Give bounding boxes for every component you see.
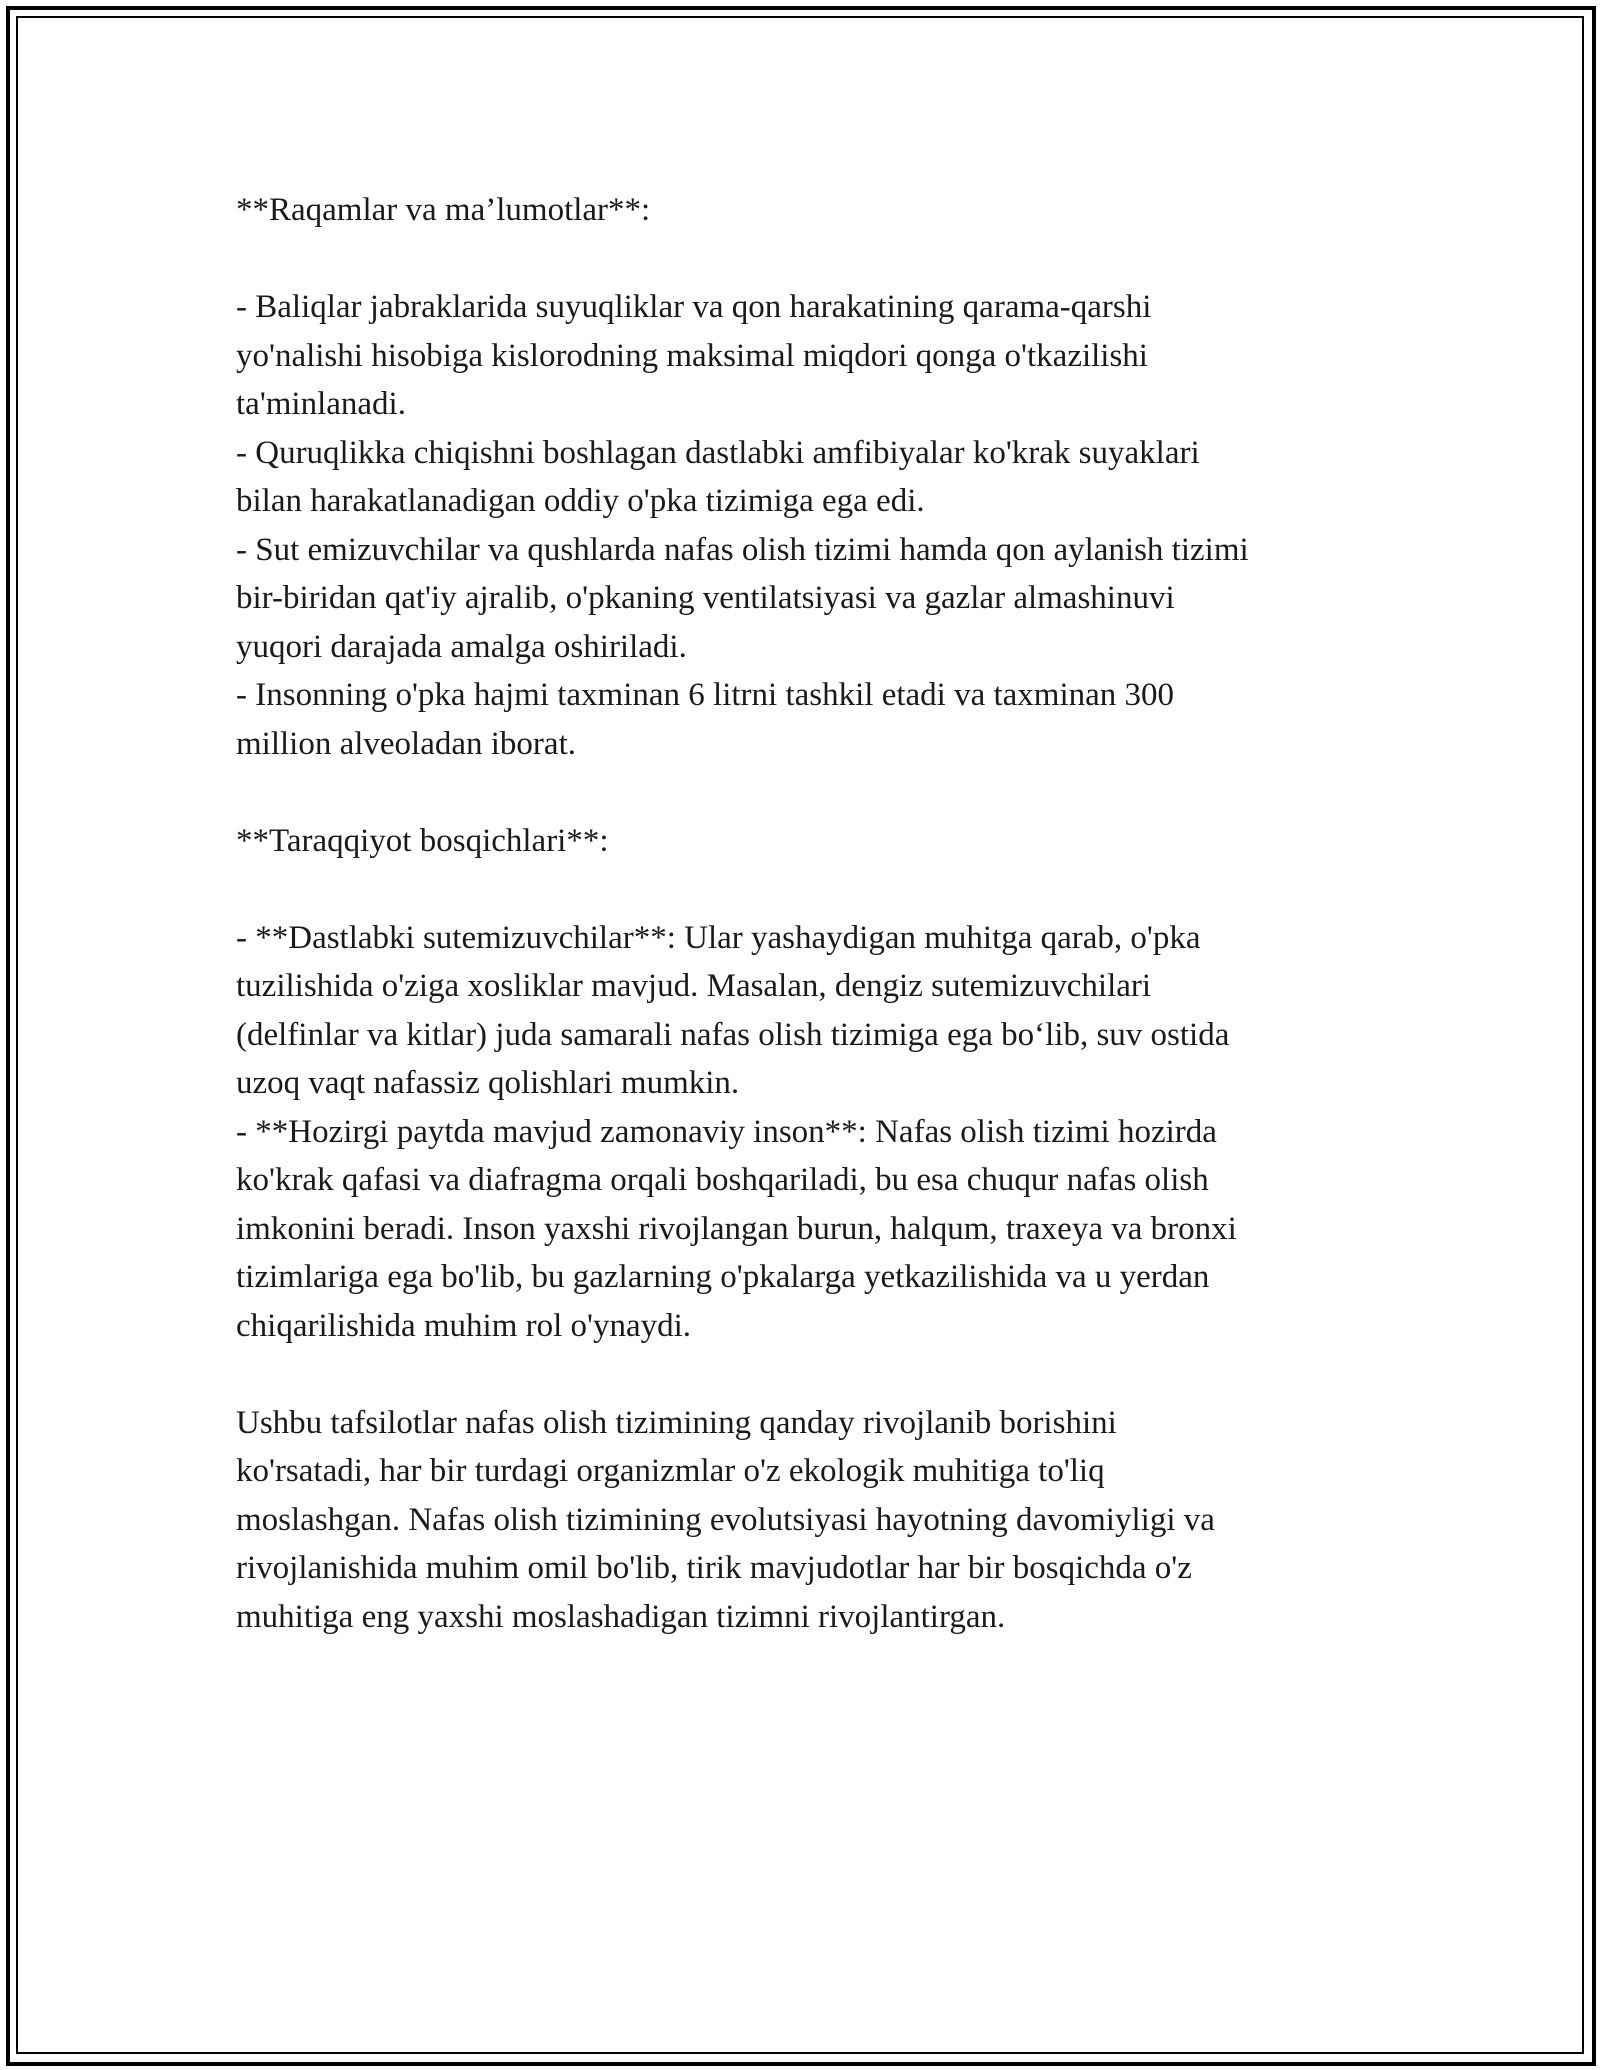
- text-line: - Quruqlikka chiqishni boshlagan dastlabki amfibiyalar ko'krak suyaklari: [236, 434, 1200, 471]
- text-line: tuzilishida o'ziga xosliklar mavjud. Masalan, dengiz sutemizuvchilari: [236, 968, 1152, 1004]
- text-line: - **Hozirgi paytda mavjud zamonaviy inson**: Nafas olish tizimi hozirda: [236, 1113, 1217, 1150]
- text-line: yuqori darajada amalga oshiriladi.: [236, 628, 687, 665]
- document-body: [236, 186, 1386, 1641]
- heading-raqamlar: **Raqamlar va ma’lumotlar**:: [236, 192, 651, 228]
- blank-line: [236, 235, 1386, 284]
- text-line: - Baliqlar jabraklarida suyuqliklar va qon harakatining qarama-qarshi: [236, 289, 1152, 325]
- text-line: (delfinlar va kitlar) juda samarali nafas olish tizimiga ega bo‘lib, suv ostida: [236, 1016, 1230, 1053]
- text-line: bir-biridan qat'iy ajralib, o'pkaning ventilatsiyasi va gazlar almashinuvi: [236, 580, 1175, 616]
- text-line: ko'krak qafasi va diafragma orqali boshqariladi, bu esa chuqur nafas olish: [236, 1162, 1209, 1198]
- text-line: ko'rsatadi, har bir turdagi organizmlar o'z ekologik muhitiga to'liq: [236, 1453, 1105, 1489]
- text-line: Ushbu tafsilotlar nafas olish tizimining qanday rivojlanib borishini: [236, 1404, 1117, 1441]
- text-line: yo'nalishi hisobiga kislorodning maksimal miqdori qonga o'tkazilishi: [236, 337, 1148, 374]
- text-line: million alveoladan iborat.: [236, 725, 576, 762]
- text-line: muhitiga eng yaxshi moslashadigan tizimni rivojlantirgan.: [236, 1598, 1006, 1635]
- text-line: moslashgan. Nafas olish tizimining evolutsiyasi hayotning davomiyligi va: [236, 1501, 1215, 1538]
- text-line: ta'minlanadi.: [236, 386, 406, 422]
- text-line: - Sut emizuvchilar va qushlarda nafas olish tizimi hamda qon aylanish tizimi: [236, 531, 1249, 568]
- text-line: chiqarilishida muhim rol o'ynaydi.: [236, 1307, 692, 1344]
- heading-taraqqiyot: **Taraqqiyot bosqichlari**:: [236, 822, 609, 859]
- text-line: uzoq vaqt nafassiz qolishlari mumkin.: [236, 1065, 740, 1101]
- text-line: tizimlariga ega bo'lib, bu gazlarning o'pkalarga yetkazilishida va u yerdan: [236, 1259, 1210, 1295]
- text-line: - Insonning o'pka hajmi taxminan 6 litrni tashkil etadi va taxminan 300: [236, 677, 1175, 713]
- text-line: - **Dastlabki sutemizuvchilar**: Ular yashaydigan muhitga qarab, o'pka: [236, 919, 1201, 956]
- blank-line: [236, 768, 1386, 817]
- text-line: rivojlanishida muhim omil bo'lib, tirik mavjudotlar har bir bosqichda o'z: [236, 1550, 1192, 1586]
- blank-line: [236, 865, 1386, 914]
- blank-line: [236, 1350, 1386, 1399]
- text-line: bilan harakatlanadigan oddiy o'pka tizimiga ega edi.: [236, 483, 925, 519]
- text-line: imkonini beradi. Inson yaxshi rivojlangan burun, halqum, traxeya va bronxi: [236, 1210, 1237, 1247]
